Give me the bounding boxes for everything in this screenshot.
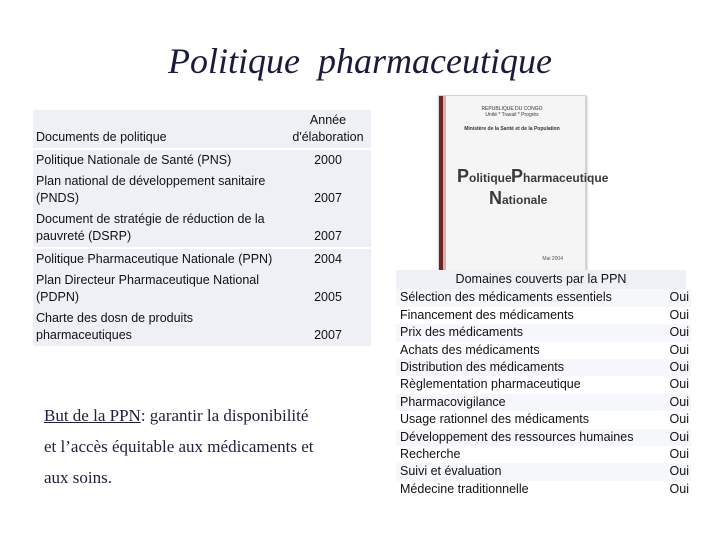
value-cell: Oui <box>669 342 689 357</box>
table-row <box>33 150 371 171</box>
cover-word-pharmaceutique: Pharmaceutique <box>511 166 609 186</box>
goal-body: : garantir la disponibilité et l’accès équitable aux médicaments et aux soins. <box>44 406 314 487</box>
table-row <box>33 209 371 247</box>
table-row <box>396 481 691 498</box>
cover-ministry: Ministère de la Santé et de la Population <box>464 126 560 132</box>
value-cell: Oui <box>669 481 689 496</box>
value-cell: Oui <box>669 429 689 444</box>
domain-cell: Distribution des médicaments <box>400 360 564 375</box>
domain-cell: Pharmacovigilance <box>400 394 506 409</box>
table-row <box>396 446 691 463</box>
domain-cell: Développement des ressources humaines <box>400 429 634 444</box>
table-row <box>396 307 691 324</box>
value-cell: Oui <box>669 412 689 427</box>
page-title: Politique pharmaceutique <box>168 41 552 81</box>
header-year: Année d'élaboration <box>292 113 364 144</box>
document-cover-image <box>438 95 609 273</box>
year-cell: 2007 <box>314 229 342 243</box>
year-cell: 2004 <box>314 252 342 266</box>
table-row <box>396 463 691 480</box>
doc-cell: Charte des dosn de produits pharmaceutiques <box>36 311 194 342</box>
cover-word-nationale: Nationale <box>489 188 548 208</box>
ppn-goal-text <box>44 400 324 493</box>
domain-cell: Recherche <box>400 447 461 462</box>
year-cell: 2007 <box>314 328 342 342</box>
doc-cell: Document de stratégie de réduction de la pauvreté (DSRP) <box>36 212 265 243</box>
table-row <box>396 324 691 341</box>
value-cell: Oui <box>669 325 689 340</box>
policy-documents-table <box>33 110 371 348</box>
table-group-1 <box>33 150 371 249</box>
doc-cell: Plan Directeur Pharmaceutique National (PDPN) <box>36 273 260 304</box>
domain-cell: Règlementation pharmaceutique <box>400 377 581 392</box>
value-cell: Oui <box>669 290 689 305</box>
value-cell: Oui <box>669 377 689 392</box>
table-row <box>396 411 691 428</box>
doc-cell: Politique Pharmaceutique Nationale (PPN) <box>36 252 273 266</box>
table-row <box>396 429 691 446</box>
domains-rows <box>396 289 691 498</box>
domain-cell: Sélection des médicaments essentiels <box>400 290 612 305</box>
domain-cell: Financement des médicaments <box>400 307 574 322</box>
year-cell: 2007 <box>314 191 342 205</box>
domain-cell: Suivi et évaluation <box>400 464 502 479</box>
table-row <box>396 394 691 411</box>
value-cell: Oui <box>669 447 689 462</box>
table-row <box>33 171 371 209</box>
table-row <box>396 376 691 393</box>
cover-republic: REPUBLIQUE DU CONGO <box>481 106 543 112</box>
value-cell: Oui <box>669 394 689 409</box>
goal-lead: But de la PPN <box>44 406 141 425</box>
table-row <box>396 289 691 306</box>
cover-word-politique: Politique <box>457 166 512 186</box>
value-cell: Oui <box>669 307 689 322</box>
table-header-row <box>33 110 371 150</box>
cover-date: Mai 2004 <box>542 256 563 262</box>
ppn-domains-table <box>396 270 691 498</box>
doc-cell: Politique Nationale de Santé (PNS) <box>36 153 232 167</box>
year-cell: 2000 <box>314 153 342 167</box>
year-cell: 2005 <box>314 290 342 304</box>
table-row <box>396 359 691 376</box>
table-row <box>396 342 691 359</box>
table-group-2 <box>33 249 371 348</box>
cover-motto: Unité * Travail * Progrès <box>485 112 539 118</box>
value-cell: Oui <box>669 464 689 479</box>
table-row <box>33 270 371 308</box>
table-row <box>33 249 371 270</box>
binding-spine-edge <box>443 96 446 272</box>
doc-cell: Plan national de développement sanitaire (PNDS) <box>36 174 266 205</box>
domain-cell: Prix des médicaments <box>400 325 523 340</box>
value-cell: Oui <box>669 360 689 375</box>
domain-cell: Usage rationnel des médicaments <box>400 412 589 427</box>
domains-header: Domaines couverts par la PPN <box>396 270 686 289</box>
header-documents: Documents de politique <box>36 130 167 144</box>
table-row <box>33 308 371 346</box>
domain-cell: Médecine traditionnelle <box>400 481 529 496</box>
domain-cell: Achats des médicaments <box>400 342 540 357</box>
